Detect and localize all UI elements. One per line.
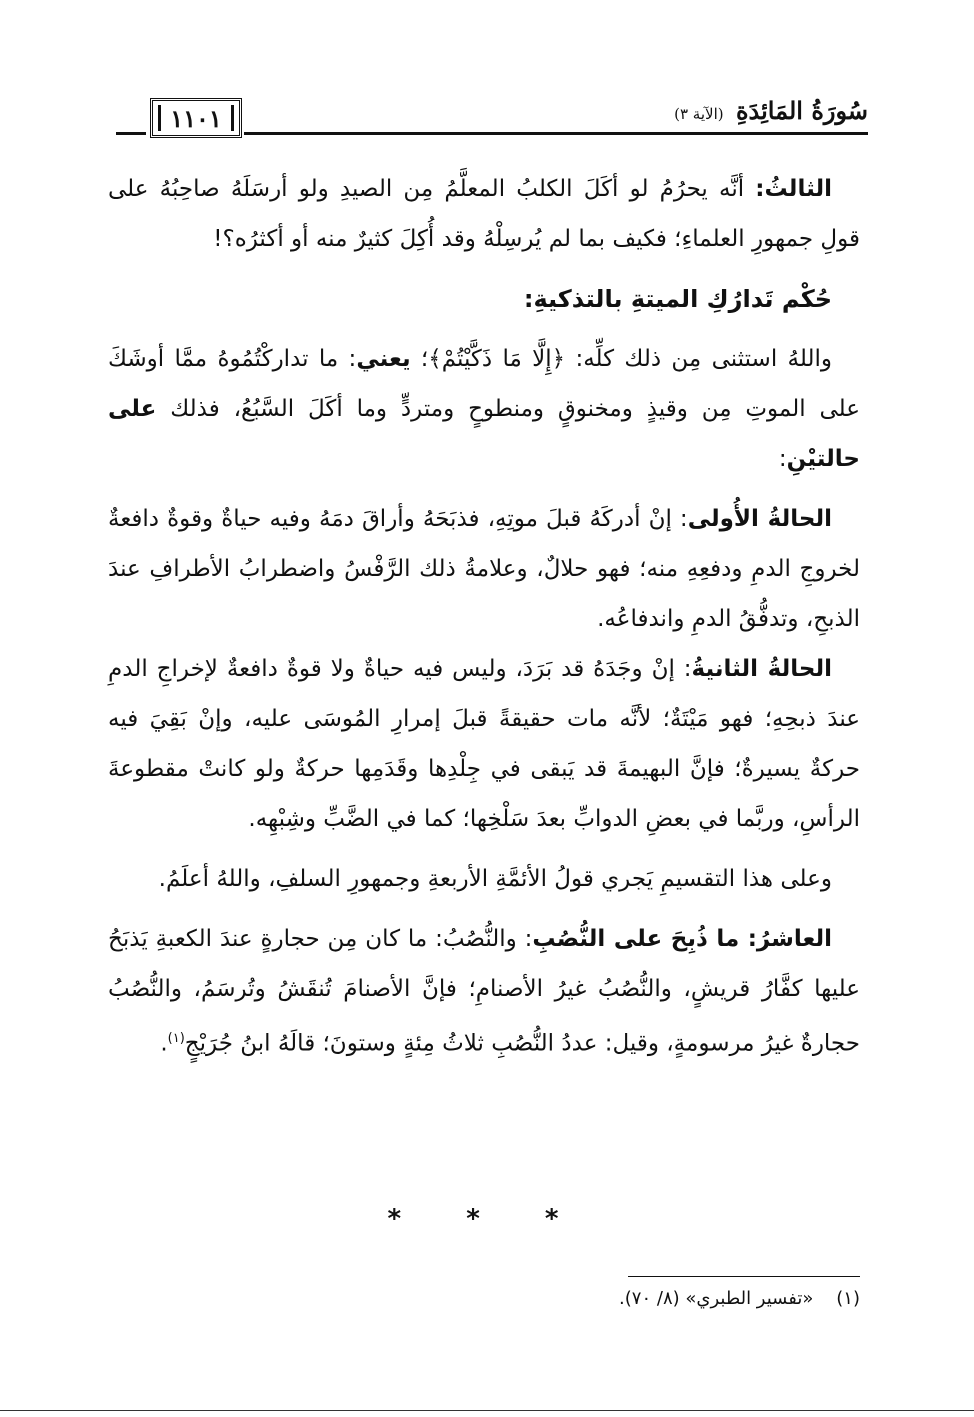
paragraph-first-case <box>108 494 860 644</box>
paragraph-text: : ما تداركْتُمُوهُ ممَّا أوشَكَ على الموتِ مِن وقيذٍ ومخنوقٍ ومنطوحٍ ومتردٍّ وما أكَلَ السَّبُعُ، فذلك <box>108 346 860 422</box>
footnote-ref[interactable]: (١) <box>167 1031 185 1046</box>
paragraph-text: أنَّه يحرُمُ لو أكَلَ الكلبُ المعلَّمُ مِن الصيدِ ولو أرسَلَهُ صاحِبُهُ على قولِ جمهورِ العلماءِ؛ فكيف بما لم يُرسِلْهُ وقد أُكِلَ كثيرٌ منه أو أكثرُه؟! <box>108 176 860 252</box>
header-rule-left <box>116 132 146 135</box>
footnote-text: «تفسير الطبري» (٨/ ٧٠). <box>619 1288 814 1309</box>
paragraph-text: : إنْ أدركَهُ قبلَ موتِهِ، فذبَحَهُ وأراقَ دمَهُ وفيه حياةٌ وقوةٌ دافعةٌ لخروجِ الدمِ ودفعِهِ منه؛ فهو حلالٌ، وعلامةُ ذلك الرَّفْسُ واضطرابُ الأطرافِ عندَ الذبحِ، وتدفُّقُ الدمِ واندفاعُه. <box>108 506 860 632</box>
paragraph-text: ؛ <box>410 346 429 372</box>
quran-quote: ﴿إِلَّا مَا ذَكَّيْتُمْ﴾ <box>428 346 566 372</box>
page-number-text: ١١٠١ <box>170 103 222 133</box>
paragraph-summary: وعلى هذا التقسيمِ يَجري قولُ الأئمَّةِ الأربعةِ وجمهورِ السلفِ، واللهُ أعلَمُ. <box>158 866 832 892</box>
paragraph-lead: الثالثُ: <box>755 176 832 202</box>
paragraph-lead: يعني <box>356 346 411 372</box>
page-number <box>150 98 242 138</box>
ayah-label: (الآية ٣) <box>674 105 724 123</box>
paragraph-lead: العاشرُ: ما ذُبِحَ على النُّصُبِ <box>532 926 832 952</box>
section-separator: * * * <box>387 1204 587 1234</box>
surah-title: سُورَةُ المَائِدَةِ <box>735 96 868 125</box>
emphasis-text: على حالتيْنِ <box>108 396 860 472</box>
paragraph-text: : <box>778 446 787 472</box>
paragraph-text: : والنُّصُبُ: ما كان مِن حجارةٍ عندَ الكعبةِ يَذبَحُ عليها كفَّارُ قريشٍ، والنُّصُبُ غيرُ الأصنامِ؛ فإنَّ الأصنامَ تُنقَشُ وتُرسَمُ، والنُّصُبُ حجارةٌ غيرُ مرسومةٍ، وقيل: عددُ النُّصُبِ ثلاثُ مِئةٍ وستونَ؛ قالَهُ ابنُ جُرَيْجٍ <box>108 926 860 1057</box>
paragraph-text: . <box>160 1030 168 1057</box>
paragraph-lead: الحالةُ الثانيةُ <box>691 656 832 682</box>
paragraph-tenth <box>108 914 860 1069</box>
paragraph-exception <box>108 334 860 484</box>
page-body <box>108 164 860 1069</box>
page-header <box>116 92 868 144</box>
paragraph-text: : إنْ وجَدَهُ قد بَرَدَ، وليس فيه حياةٌ ولا قوةٌ دافعةٌ لإخراجِ الدمِ عندَ ذبحِهِ؛ فهو مَيْتَةٌ؛ لأنَّه مات حقيقةً قبلَ إمرارِ المُوسَى عليه، وإنْ بَقِيَ فيه حركةٌ يسيرةٌ؛ فإنَّ البهيمةَ قد يَبقى في جِلْدِها وقَدَمِها حركةٌ ولو كانتْ مقطوعةَ الرأسِ، وربَّما في بعضِ الدوابِّ بعدَ سَلْخِها؛ كما في الضَّبِّ وشِبْهِه. <box>108 656 860 832</box>
page-bottom-edge <box>0 1410 974 1411</box>
header-rule-right <box>244 132 868 135</box>
paragraph-lead: الحالةُ الأُولى <box>687 506 832 532</box>
running-title <box>674 96 868 125</box>
footnote-divider <box>628 1276 860 1277</box>
paragraph-third <box>108 164 860 264</box>
footnote <box>108 1284 860 1314</box>
footnote-marker: (١) <box>836 1288 860 1309</box>
section-heading: حُكْم تَدارُكِ الميتةِ بالتذكيةِ: <box>523 285 832 313</box>
paragraph-text: واللهُ استثنى مِن ذلك كلِّه: <box>565 346 833 372</box>
paragraph-second-case <box>108 644 860 844</box>
